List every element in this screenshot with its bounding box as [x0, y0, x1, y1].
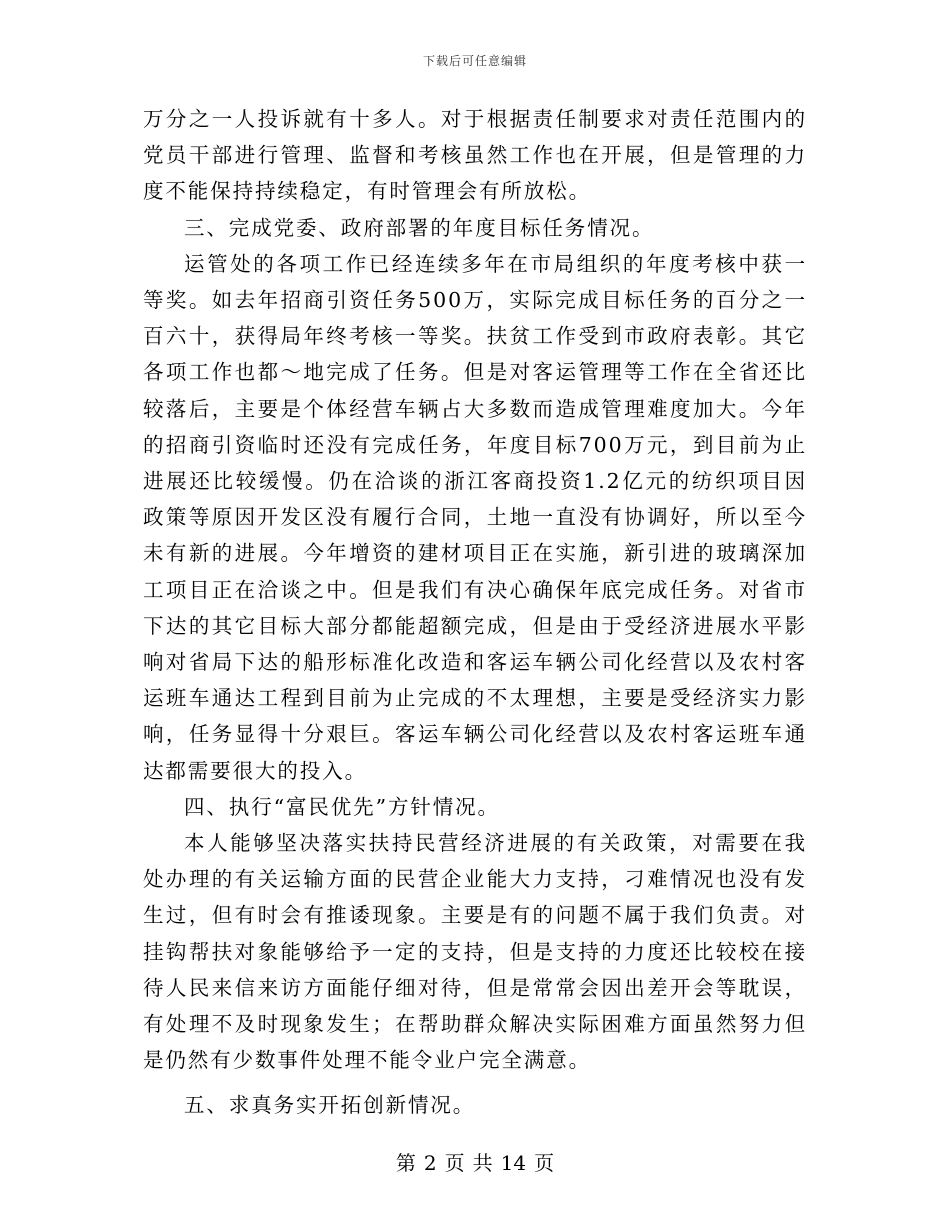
page-header: 下载后可任意编辑 [422, 54, 527, 68]
document-body [143, 101, 807, 1124]
paragraph-private-economy: 本人能够坚决落实扶持民营经济进展的有关政策，对需要在我处办理的有关运输方面的民营企业能大力支持，刁难情况也没有发生过，但有时会有推诿现象。主要是有的问题不属于我们负责。对挂钩帮扶对象能够给予一定的支持，但是支持的力度还比较校在接待人民来信来访方面能仔细对待，但是常常会因出差开会等耽误，有处理不及时现象发生；在帮助群众解决实际困难方面虽然努力但是仍然有少数事件处理不能令业户完全满意。 [143, 831, 807, 1073]
footer-label-total-unit: 页 [534, 1151, 555, 1175]
footer-label-page-unit: 页 [444, 1151, 465, 1175]
section-heading-4: 四、执行“富民优先”方针情况。 [184, 794, 500, 819]
footer-total-pages: 14 [500, 1151, 527, 1175]
section-heading-3: 三、完成党委、政府部署的年度目标任务情况。 [184, 215, 655, 240]
paragraph-continuation: 万分之一人投诉就有十多人。对于根据责任制要求对责任范围内的党员干部进行管理、监督和考核虽然工作也在开展，但是管理的力度不能保持持续稳定，有时管理会有所放松。 [143, 107, 807, 204]
page-footer [0, 1151, 950, 1175]
section-heading-5: 五、求真务实开拓创新情况。 [184, 1093, 476, 1118]
footer-label-page: 第 [395, 1151, 416, 1175]
footer-current-page: 2 [423, 1151, 437, 1175]
paragraph-targets: 运管处的各项工作已经连续多年在市局组织的年度考核中获一等奖。如去年招商引资任务500万，实际完成目标任务的百分之一百六十，获得局年终考核一等奖。扶贫工作受到市政府表彰。其它各项工作也都～地完成了任务。但是对客运管理等工作在全省还比较落后，主要是个体经营车辆占大多数而造成管理难度加大。今年的招商引资临时还没有完成任务，年度目标700万元，到目前为止进展还比较缓慢。仍在洽谈的浙江客商投资1.2亿元的纺织项目因政策等原因开发区没有履行合同，土地一直没有协调好，所以至今未有新的进展。今年增资的建材项目正在实施，新引进的玻璃深加工项目正在洽谈之中。但是我们有决心确保年底完成任务。对省市下达的其它目标大部分都能超额完成，但是由于受经济进展水平影响对省局下达的船形标准化改造和客运车辆公司化经营以及农村客运班车通达工程到目前为止完成的不太理想，主要是受经济实力影响，任务显得十分艰巨。客运车辆公司化经营以及农村客运班车通达都需要很大的投入。 [143, 251, 807, 783]
footer-label-total: 共 [472, 1151, 493, 1175]
